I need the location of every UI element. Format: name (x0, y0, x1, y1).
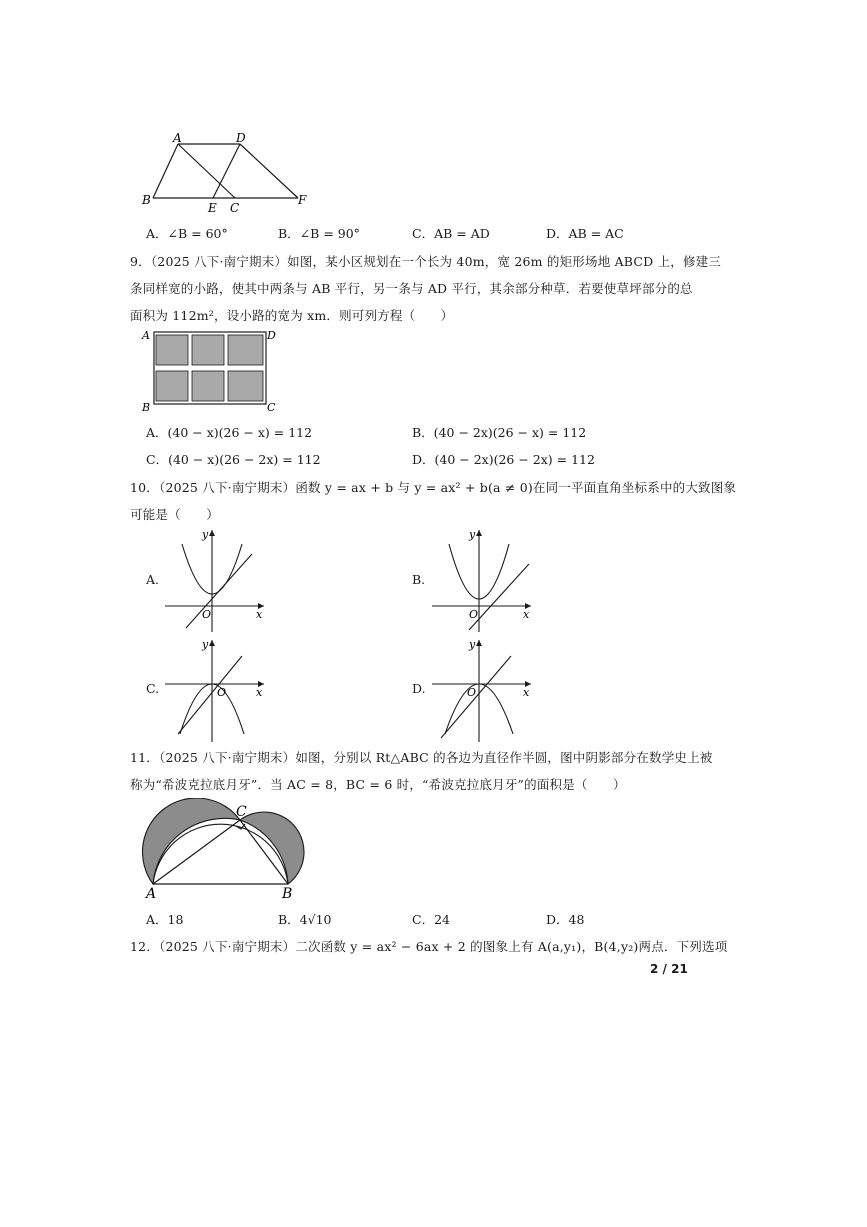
q10-graph-d (427, 634, 537, 744)
q9-option-c: C．(40 − x)(26 − 2x) = 112 (146, 452, 321, 467)
fig8-label-B: B (142, 193, 151, 207)
q11-text-line-2: 称为“希波克拉底月牙”．当 AC = 8，BC = 6 时，“希波克拉底月牙”的面积是（ ） (130, 777, 626, 792)
q10-graph-c (160, 634, 270, 744)
fig11-label-A: A (146, 886, 157, 902)
fig9-label-A: A (142, 329, 150, 342)
q10-a-y-label: y (202, 528, 209, 541)
q10-c-x-label: x (256, 686, 263, 699)
q8-option-d: D．AB = AC (546, 226, 624, 241)
page-number: 2 / 21 (650, 962, 688, 976)
q9-text-line-1: 9．（2025 八下·南宁期末）如图，某小区规划在一个长为 40m，宽 26m 的矩形场地 ABCD 上，修建三 (130, 254, 722, 269)
fig8-label-A: A (173, 131, 182, 145)
fig11-label-B: B (282, 886, 293, 902)
q10-a-origin: O (202, 608, 212, 621)
fig8-label-C: C (230, 201, 240, 215)
q10-graph-a (160, 524, 270, 634)
fig8-label-D: D (236, 131, 246, 145)
fig9-label-D: D (267, 329, 276, 342)
q11-option-b: B．4√10 (278, 912, 332, 927)
q9-option-a: A．(40 − x)(26 − x) = 112 (146, 425, 313, 440)
q11-text-line-1: 11．（2025 八下·南宁期末）如图，分别以 Rt△ABC 的各边为直径作半圆，图中阴影部分在数学史上被 (130, 750, 713, 765)
q10-d-x-label: x (523, 686, 530, 699)
q10-b-origin: O (469, 608, 479, 621)
q9-text-line-3: 面积为 112m²，设小路的宽为 xm．则可列方程（ ） (130, 308, 454, 323)
q10-graph-b (427, 524, 537, 634)
figure-q8-quadrilateral (140, 130, 320, 215)
q10-graph-b-label: B. (412, 572, 426, 587)
q8-option-b: B．∠B = 90° (278, 226, 360, 241)
fig11-label-C: C (236, 804, 247, 820)
q9-text-line-2: 条同样宽的小路，使其中两条与 AB 平行，另一条与 AD 平行，其余部分种草．若要使草坪部分的总 (130, 281, 693, 296)
q10-c-y-label: y (202, 638, 209, 651)
q8-option-c: C．AB = AD (412, 226, 490, 241)
q9-option-b: B．(40 − 2x)(26 − x) = 112 (412, 425, 587, 440)
q10-d-origin: O (467, 686, 477, 699)
q10-b-y-label: y (469, 528, 476, 541)
fig9-label-C: C (267, 401, 276, 414)
q12-text-line-1: 12．（2025 八下·南宁期末）二次函数 y = ax² − 6ax + 2 的图象上有 A(a,y₁)，B(4,y₂)两点．下列选项 (130, 939, 728, 954)
q10-a-x-label: x (256, 608, 263, 621)
figure-q9-field (140, 327, 280, 415)
figure-q11-hippocrates-lunes (140, 798, 310, 904)
fig9-label-B: B (142, 401, 151, 414)
q10-d-y-label: y (469, 638, 476, 651)
q9-option-d: D．(40 − 2x)(26 − 2x) = 112 (412, 452, 595, 467)
q10-text-line-1: 10．（2025 八下·南宁期末）函数 y = ax + b 与 y = ax² + b(a ≠ 0)在同一平面直角坐标系中的大致图象 (130, 480, 737, 495)
fig8-label-E: E (208, 201, 217, 215)
q8-option-a: A．∠B = 60° (146, 226, 228, 241)
q11-option-c: C．24 (412, 912, 450, 927)
q10-b-x-label: x (523, 608, 530, 621)
fig8-label-F: F (298, 193, 307, 207)
q10-graph-c-label: C. (146, 681, 160, 696)
q10-c-origin: O (217, 686, 227, 699)
q10-graph-a-label: A. (146, 572, 160, 587)
q11-option-d: D．48 (546, 912, 585, 927)
q10-graph-d-label: D. (412, 681, 426, 696)
q10-text-line-2: 可能是（ ） (130, 507, 219, 522)
q11-option-a: A．18 (146, 912, 184, 927)
